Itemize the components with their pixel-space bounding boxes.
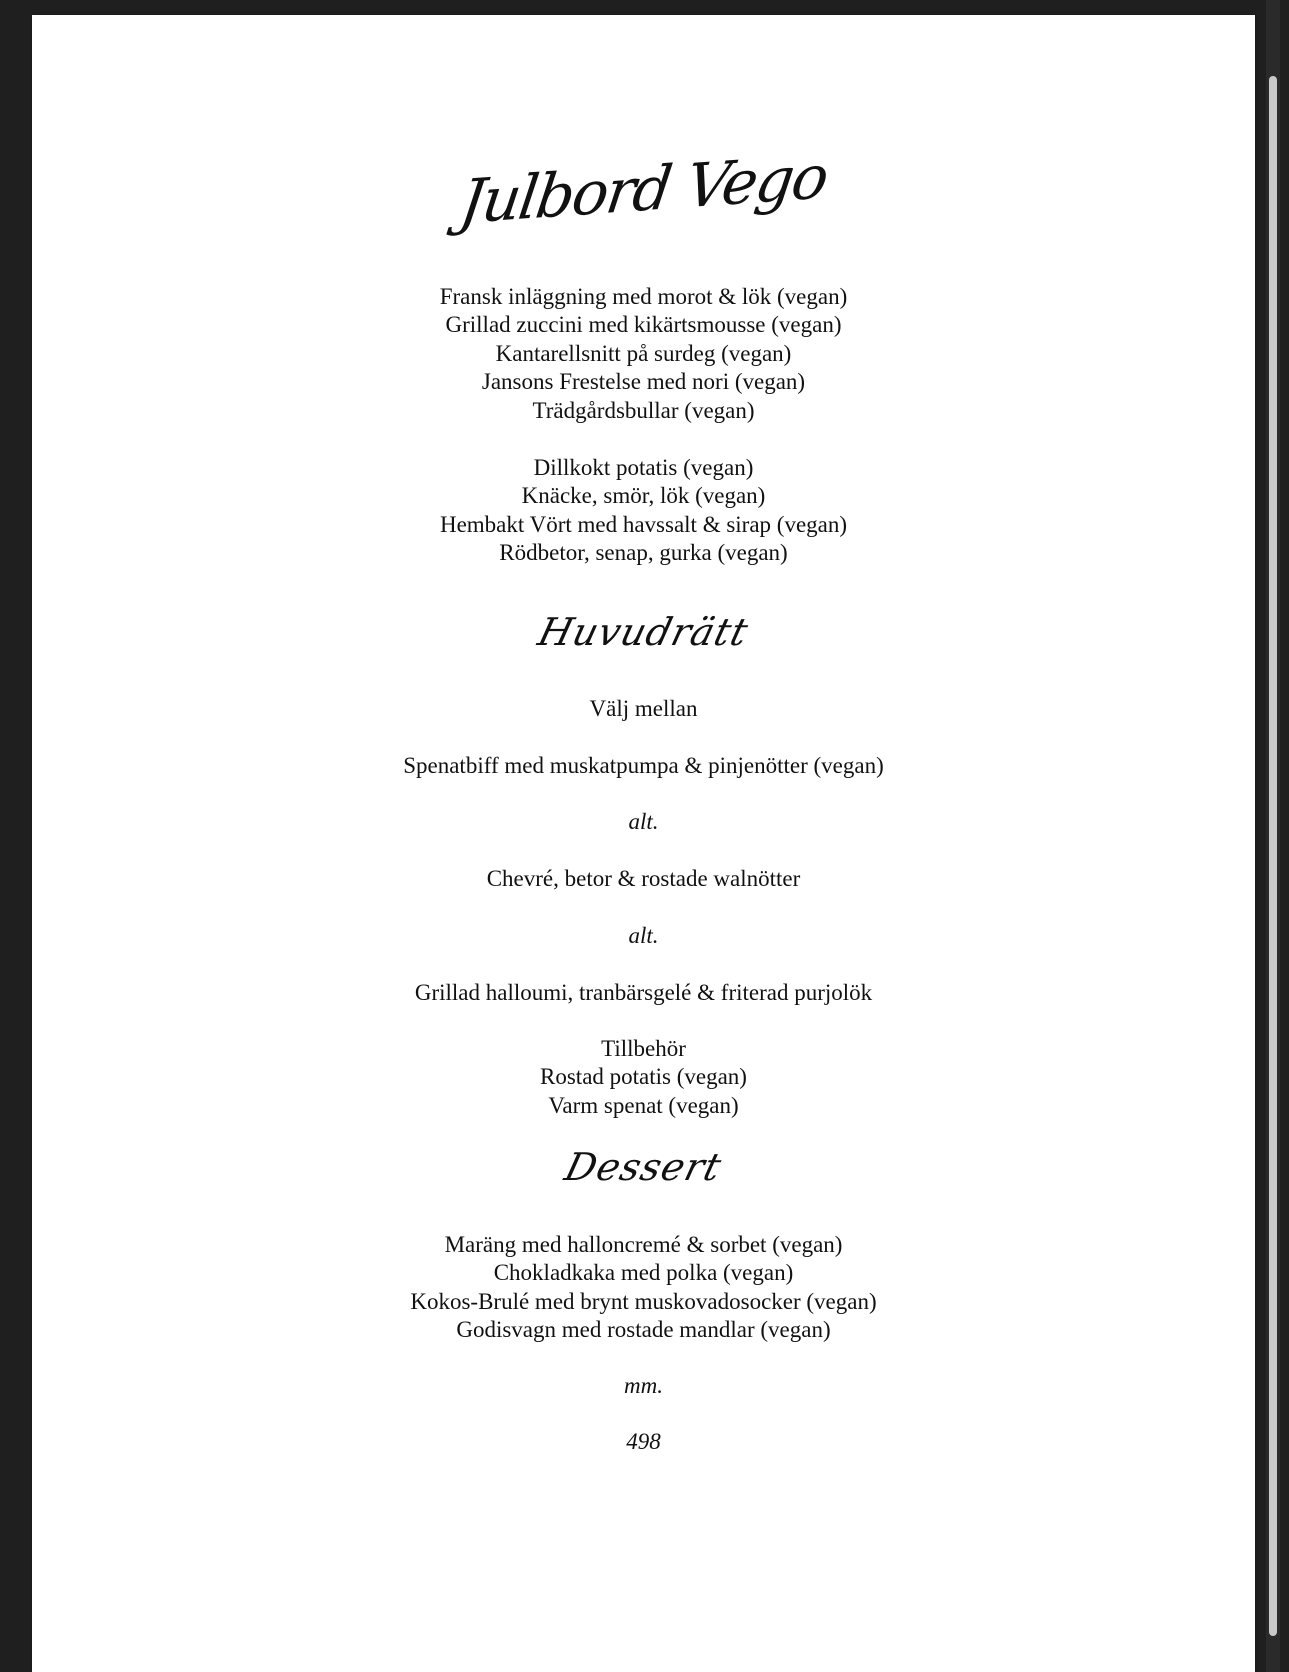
accompaniments-list	[32, 1035, 1255, 1120]
main-course-heading: Huvudrätt	[533, 610, 754, 654]
list-item: Dillkokt potatis (vegan)	[533, 455, 754, 480]
list-item: Hembakt Vört med havssalt & sirap (vegan)	[439, 511, 848, 537]
starters-list	[32, 283, 1255, 425]
viewer-top-bar	[0, 0, 1289, 15]
vertical-scrollbar[interactable]	[1266, 0, 1280, 1672]
sides-list	[32, 454, 1255, 568]
main-option-2: Chevré, betor & rostade walnötter	[486, 866, 801, 891]
desserts-list	[32, 1231, 1255, 1345]
menu-page	[32, 15, 1255, 1672]
list-item: Knäcke, smör, lök (vegan)	[521, 483, 766, 509]
menu-title: Julbord Vego	[455, 141, 832, 239]
list-item: Kokos-Brulé med brynt muskovadosocker (vegan)	[410, 1288, 877, 1314]
scrollbar-thumb[interactable]	[1269, 76, 1277, 1636]
dessert-heading: Dessert	[560, 1145, 727, 1189]
choose-between-label: Välj mellan	[589, 696, 698, 721]
list-item: Maräng med halloncremé & sorbet (vegan)	[444, 1232, 843, 1257]
list-item: Jansons Frestelse med nori (vegan)	[481, 369, 806, 395]
list-item: Godisvagn med rostade mandlar (vegan)	[456, 1317, 831, 1343]
list-item: Grillad zuccini med kikärtsmousse (vegan)	[445, 312, 842, 338]
etc-label: mm.	[624, 1373, 663, 1398]
price: 498	[626, 1429, 661, 1454]
main-option-1: Spenatbiff med muskatpumpa & pinjenötter (vegan)	[403, 753, 884, 778]
list-item: Chokladkaka med polka (vegan)	[493, 1260, 794, 1286]
list-item: Rödbetor, senap, gurka (vegan)	[499, 540, 788, 566]
alt-label: alt.	[628, 809, 659, 834]
list-item: Varm spenat (vegan)	[548, 1092, 739, 1118]
list-item: Fransk inläggning med morot & lök (vegan)	[439, 284, 848, 309]
list-item: Trädgårdsbullar (vegan)	[532, 397, 755, 423]
alt-label: alt.	[628, 923, 659, 948]
main-option-3: Grillad halloumi, tranbärsgelé & friterad purjolök	[414, 980, 873, 1005]
accompaniments-title: Tillbehör	[601, 1036, 686, 1061]
list-item: Kantarellsnitt på surdeg (vegan)	[495, 340, 792, 366]
list-item: Rostad potatis (vegan)	[540, 1064, 747, 1090]
